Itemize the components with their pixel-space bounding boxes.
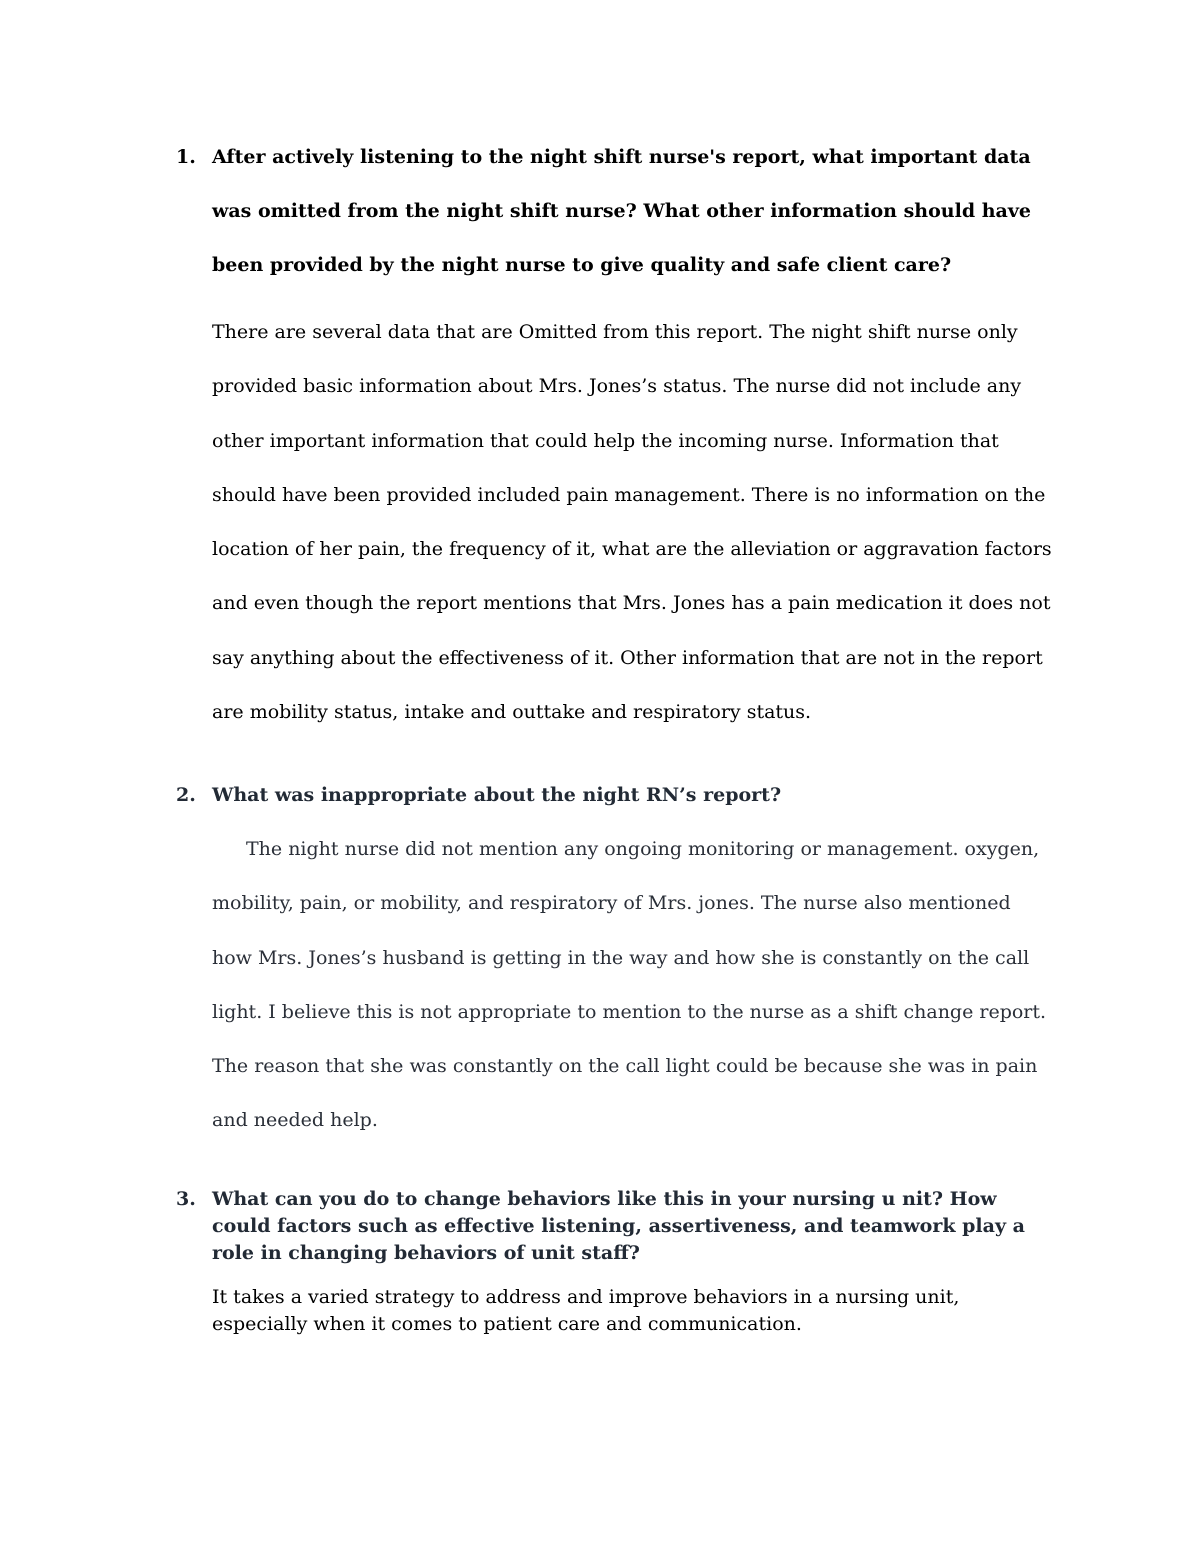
question-block-3 xyxy=(176,1186,1056,1338)
question-text: What was inappropriate about the night RN’s report? xyxy=(212,784,782,806)
question-text: What can you do to change behaviors like this in your nursing u nit? How could factors such as effective listening, assertiveness, and teamwork play a role in changing behaviors of unit staff? xyxy=(212,1188,1025,1264)
question-text: After actively listening to the night shift nurse's report, what important data was omitted from the night shift nurse? What other information should have been provided by the night nurse to give quality and safe client care? xyxy=(212,146,1031,276)
answer-text: It takes a varied strategy to address and improve behaviors in a nursing unit, especially when it comes to patient care and communication. xyxy=(212,1286,960,1335)
answer-text: The night nurse did not mention any ongoing monitoring or management. oxygen, mobility, pain, or mobility, and respiratory of Mrs. jones. The nurse also mentioned how Mrs. Jones’s husband is getting in the way and how she is constantly on the call light. I believe this is not appropriate to mention to the nurse as a shift change report. The reason that she was constantly on the call light could be because she was in pain and needed help. xyxy=(212,838,1047,1132)
question-block-1 xyxy=(176,140,1056,739)
answer-text: There are several data that are Omitted from this report. The night shift nurse only provided basic information about Mrs. Jones’s status. The nurse did not include any other important information that could help the incoming nurse. Information that should have been provided included pain management. There is no information on the location of her pain, the frequency of it, what are the alleviation or aggravation factors and even though the report mentions that Mrs. Jones has a pain medication it does not say anything about the effectiveness of it. Other information that are not in the report are mobility status, intake and outtake and respiratory status. xyxy=(212,321,1052,724)
question-block-2 xyxy=(176,778,1056,1148)
question-number: 3. xyxy=(176,1188,196,1210)
question-number: 1. xyxy=(176,146,196,168)
question-number: 2. xyxy=(176,784,196,806)
